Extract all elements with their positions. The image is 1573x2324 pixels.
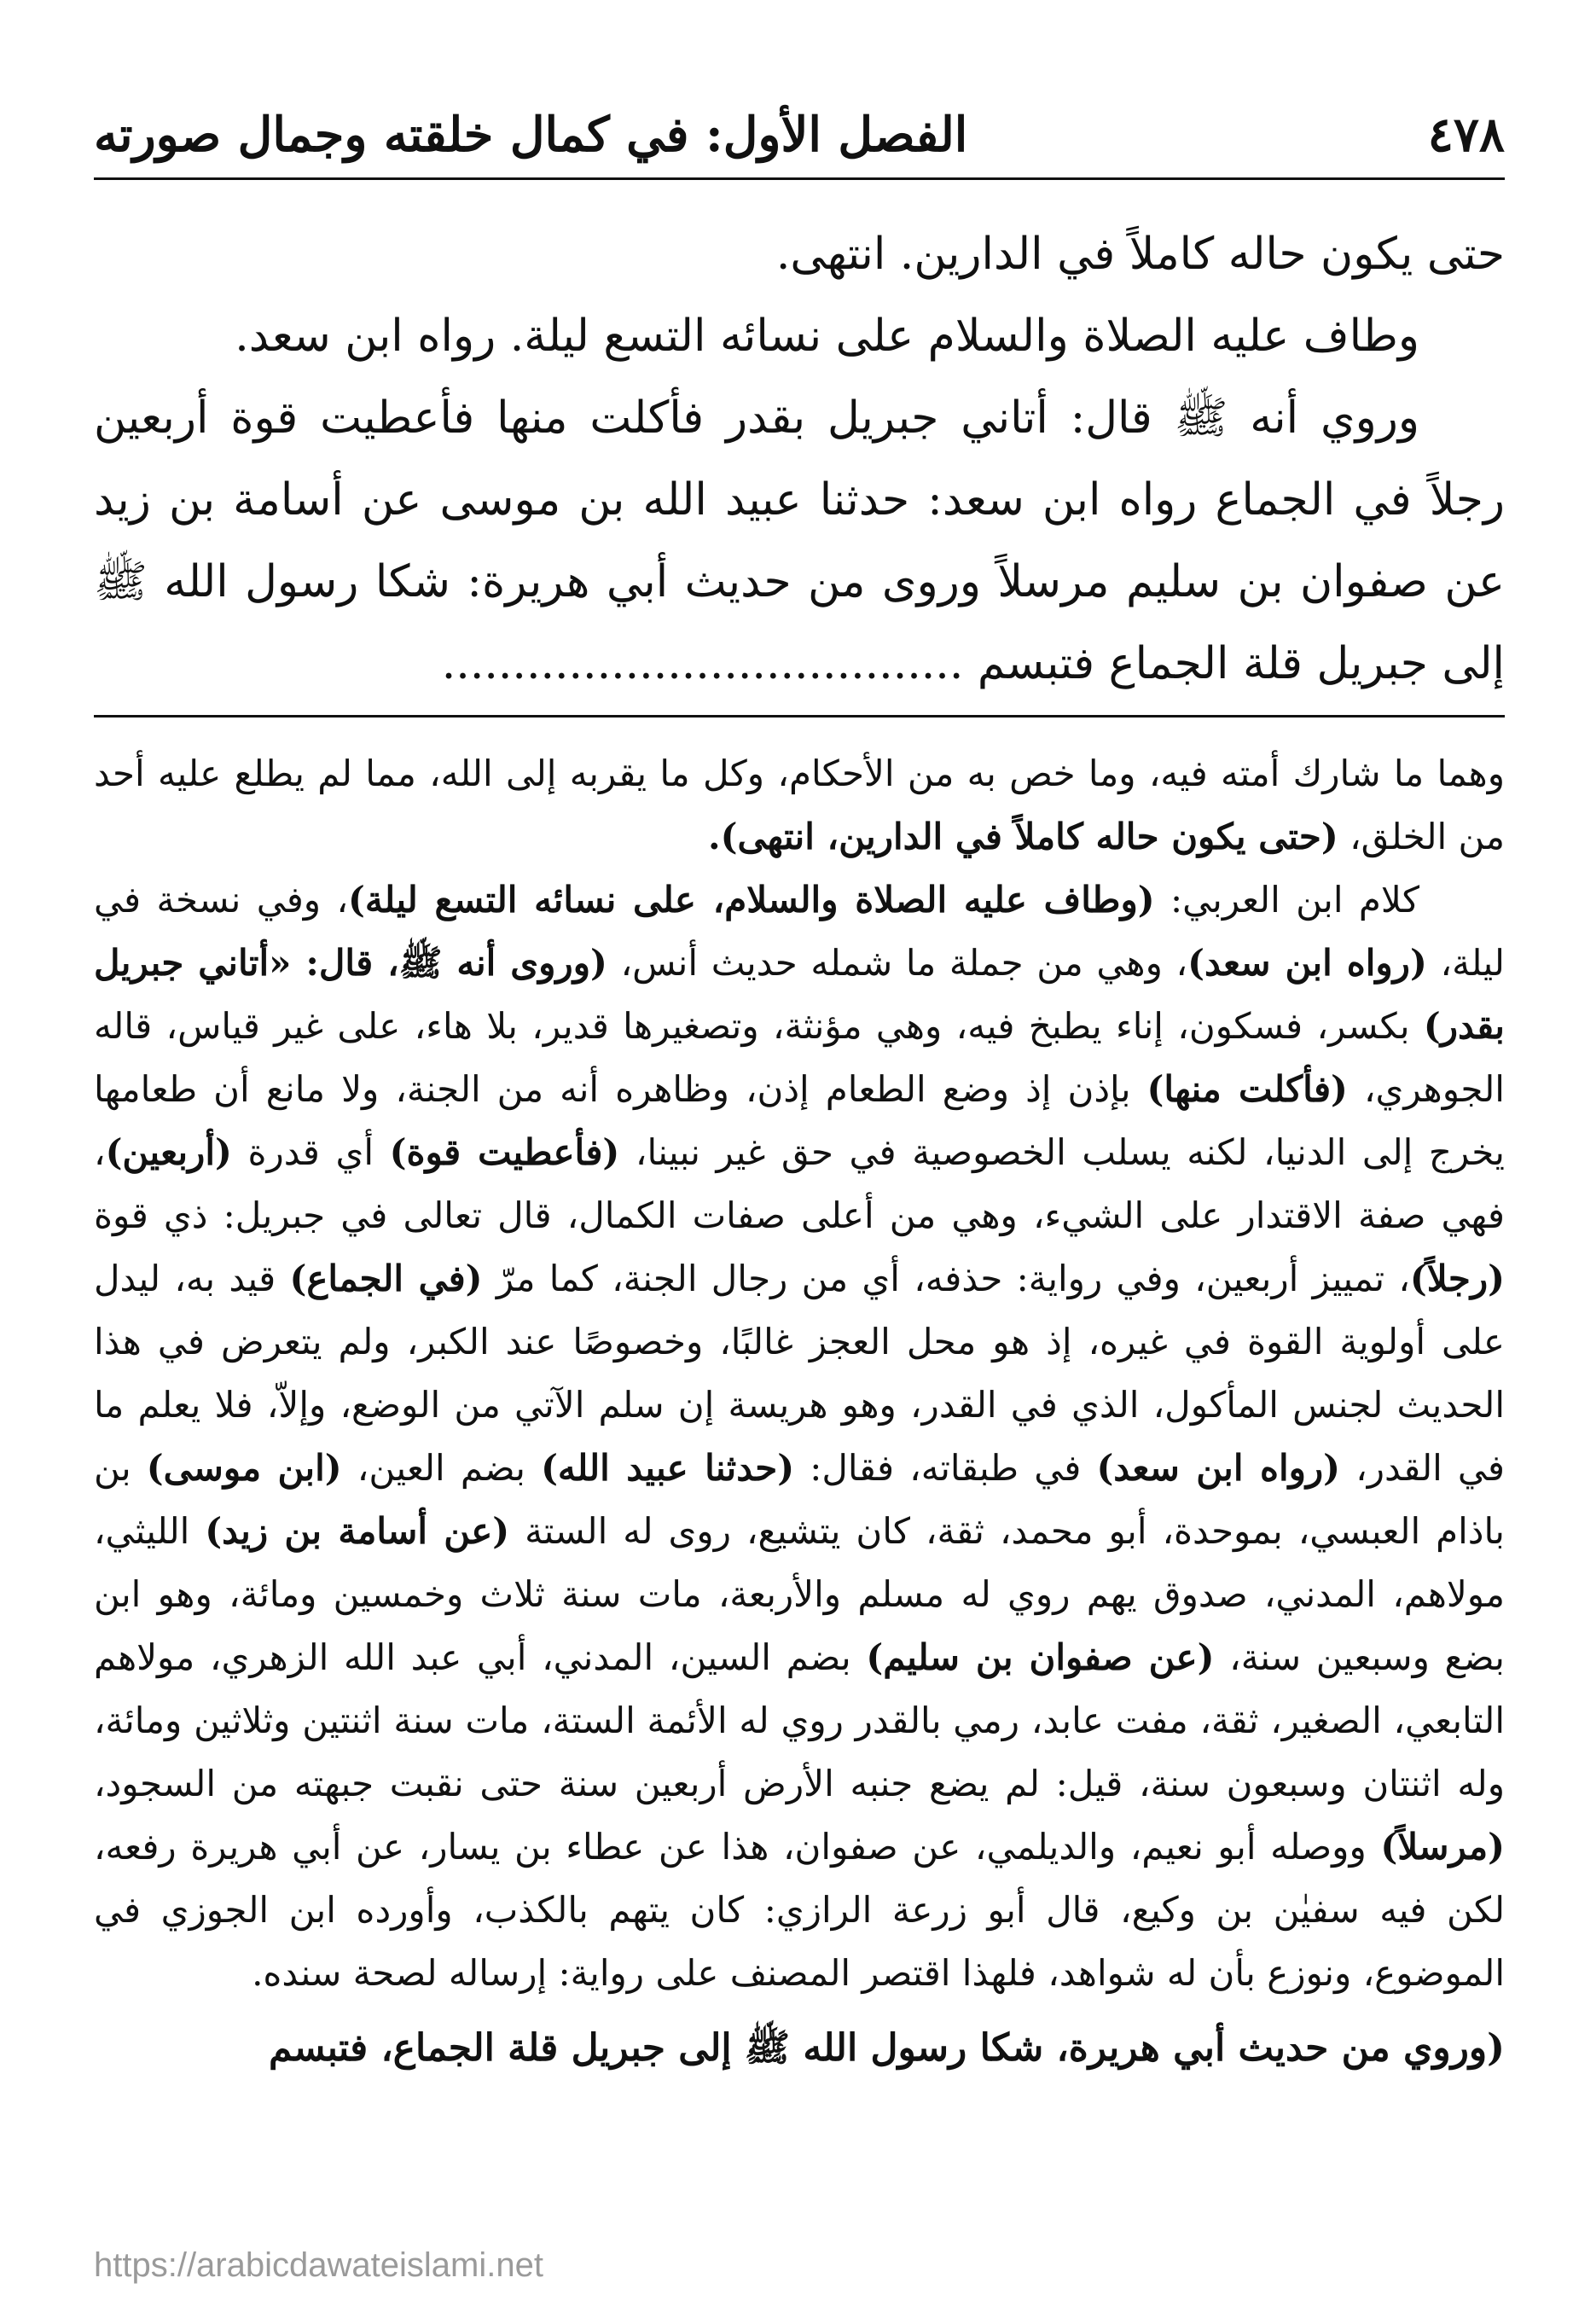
commentary-quote: (ابن موسى) <box>146 1447 342 1489</box>
commentary-text-span: كلام ابن العربي: <box>1154 879 1419 921</box>
main-paragraph-3 <box>94 377 1505 705</box>
commentary-text-span: ، وهي من جملة ما شمله حديث أنس، <box>607 942 1188 984</box>
commentary-quote: (أربعين) <box>105 1131 232 1173</box>
commentary-paragraph-2 <box>94 869 1505 2005</box>
commentary-text-span: ووصله أبو نعيم، والديلمي، عن صفوان، هذا عن عطاء بن يسار، عن أبي هريرة رفعه، لكن فيه سفيٰن بن وكيع، قال أبو زرعة الرازي: كان يتهم بالكذب، وأورده ابن الجوزي في الموضوع، ونوزع بأن له شواهد، فلهذا اقتصر المصنف على رواية: إرساله لصحة سنده. <box>94 1826 1505 1994</box>
page-header <box>94 101 1505 169</box>
commentary-text-span: قيد به، ليدل على أولوية القوة في غيره، إذ هو محل العجز غالبًا، وخصوصًا عند الكبر، ولم يتعرض في هذا الحديث لجنس المأكول، الذي في القدر، وهو هريسة إن سلم الآتي من الوضع، وإلاّ، فلا يعلم ما في القدر، <box>94 1258 1506 1489</box>
commentary-paragraph-3: (وروي من حديث أبي هريرة، شكا رسول الله ﷺ إلى جبريل قلة الجماع، فتبسم <box>269 2026 1505 2070</box>
footnote-divider <box>94 715 1505 718</box>
commentary-quote: (وطاف عليه الصلاة والسلام، على نسائه التسع ليلة) <box>348 879 1155 921</box>
commentary-text-span: الليثي، مولاهم، المدني، صدوق يهم روي له مسلم والأربعة، مات سنة ثلاث وخمسين ومائة، وهو ابن بضع وسبعين سنة، <box>94 1510 1505 1678</box>
header-divider <box>94 177 1505 180</box>
main-paragraph-1: حتى يكون حاله كاملاً في الدارين. انتهى. <box>775 229 1505 280</box>
commentary-quote: (رواه ابن سعد) <box>1187 942 1427 984</box>
commentary-quote: (فأكلت منها) <box>1146 1068 1348 1110</box>
commentary-text-span: بن باذام العبسي، بموحدة، أبو محمد، ثقة، كان يتشيع، روى له الستة <box>94 1447 1505 1552</box>
main-text <box>94 213 1505 705</box>
main-paragraph-3-text: وروي أنه ﷺ قال: أتاني جبريل بقدر فأكلت منها فأعطيت قوة أربعين رجلاً في الجماع رواه ابن سعد: حدثنا عبيد الله بن موسى عن أسامة بن زيد عن صفوان بن سليم مرسلاً وروى من حديث أبي هريرة: شكا رسول الله ﷺ إلى جبريل قلة الجماع فتبسم <box>94 392 1505 689</box>
watermark-url: https://arabicdawateislami.net <box>94 2246 543 2284</box>
commentary-quote: (حتى يكون حاله كاملاً في الدارين، انتهى). <box>708 816 1338 857</box>
commentary-text-span: بضم العين، <box>341 1447 542 1489</box>
page-number: ٤٧٨ <box>1427 107 1505 163</box>
commentary-paragraph-1 <box>94 742 1505 869</box>
book-page <box>94 0 1505 2324</box>
commentary-quote: (رجلاً) <box>1409 1258 1505 1299</box>
commentary-quote: (مرسلاً) <box>1380 1826 1505 1868</box>
commentary-text-span: في طبقاته، فقال: <box>794 1447 1097 1489</box>
commentary-text-span: بضم السين، المدني، أبي عبد الله الزهري، مولاهم التابعي، الصغير، ثقة، مفت عابد، رمي بالقدر روي له الأئمة الستة، مات سنة اثنتين وثلاثين ومائة، وله اثنتان وسبعون سنة، قيل: لم يضع جنبه الأرض أربعين سنة حتى نقبت جبهته من السجود، <box>94 1636 1505 1804</box>
commentary-text-span: ، وفي نسخة في ليلة، <box>94 879 1505 984</box>
commentary-text-span: بكسر، فسكون، إناء يطبخ فيه، وهي مؤنثة، وتصغيرها قدير، بلا هاء، على غير قياس، قاله الجوهري، <box>94 1005 1505 1110</box>
commentary-quote: (رواه ابن سعد) <box>1096 1447 1341 1489</box>
commentary-quote: (فأعطيت قوة) <box>389 1131 620 1173</box>
commentary-text-span: أي قدرة <box>231 1131 390 1173</box>
ellipsis-dots: ..................................... <box>441 638 964 689</box>
commentary-quote: (حدثنا عبيد الله) <box>541 1447 795 1489</box>
commentary-quote: (عن صفوان بن سليم) <box>866 1636 1215 1678</box>
commentary-text <box>94 742 1505 2080</box>
chapter-title: الفصل الأول: في كمال خلقته وجمال صورته <box>94 107 968 163</box>
commentary-text-span: بإذن إذ وضع الطعام إذن، وظاهره أنه من الجنة، ولا مانع أن طعامها يخرج إلى الدنيا، لكنه يسلب الخصوصية في حق غير نبينا، <box>94 1068 1505 1173</box>
commentary-quote: (عن أسامة بن زيد) <box>205 1510 510 1552</box>
commentary-text-span: وهما ما شارك أمته فيه، وما خص به من الأحكام، وكل ما يقربه إلى الله، مما لم يطلع عليه أحد من الخلق، <box>94 752 1505 857</box>
commentary-quote: (وروى أنه ﷺ، قال: «أتاني جبريل بقدر) <box>94 942 1505 1047</box>
commentary-text-span: ، فهي صفة الاقتدار على الشيء، وهي من أعلى صفات الكمال، قال تعالى في جبريل: ذي قوة <box>94 1131 1505 1236</box>
commentary-text-span: ، تمييز أربعين، وفي رواية: حذفه، أي من رجال الجنة، كما مرّ <box>482 1258 1410 1299</box>
commentary-quote: (في الجماع) <box>289 1258 483 1299</box>
main-paragraph-2: وطاف عليه الصلاة والسلام على نسائه التسع لیلة. رواه ابن سعد. <box>235 311 1419 362</box>
